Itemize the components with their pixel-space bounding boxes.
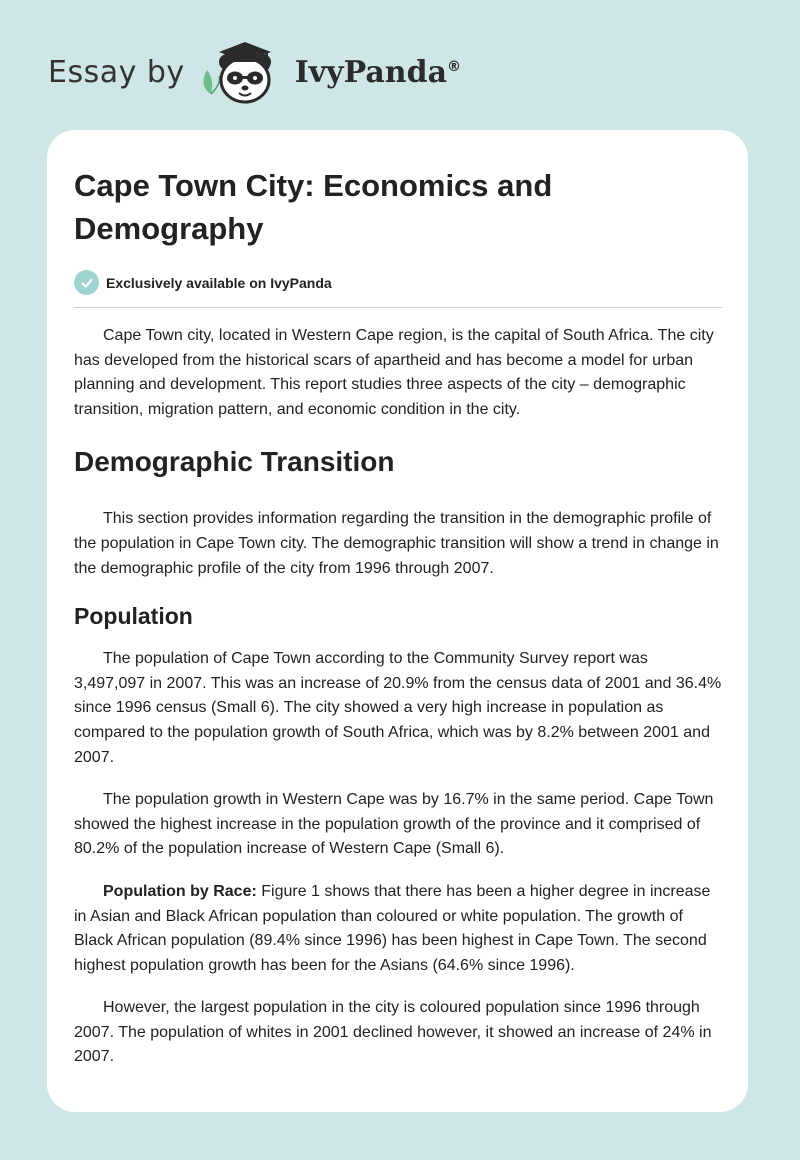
population-by-race-paragraph	[74, 880, 722, 978]
population-by-race-label: Population by Race:	[103, 882, 257, 900]
population-paragraph-1: The population of Cape Town according to the Community Survey report was 3,497,097 in 2007. This was an increase of 20.9% from the census data of 2001 and 36.4% since 1996 census (Small 6). The city showed a very high increase in population as compared to the population growth of South Africa, which was by 8.2% between 2001 and 2007.	[74, 650, 722, 766]
article-card	[47, 130, 748, 1112]
article-title: Cape Town City: Economics and Demography	[74, 168, 553, 246]
article-body	[74, 130, 722, 1070]
subsection-heading-population: Population	[74, 603, 193, 630]
population-paragraph-2: The population growth in Western Cape was by 16.7% in the same period. Cape Town showed the highest increase in the population growth of the province and it comprised of 80.2% of the population increase of Western Cape (Small 6).	[74, 791, 714, 858]
exclusive-badge	[74, 270, 722, 295]
population-paragraph-4: However, the largest population in the city is coloured population since 1996 through 2007. The population of whites in 2001 declined however, it showed an increase of 24% in 2007.	[74, 999, 712, 1066]
panda-graduate-icon	[199, 36, 291, 108]
brand-name	[295, 55, 461, 90]
title-divider	[74, 307, 722, 308]
section-heading-demographic-transition: Demographic Transition	[74, 446, 395, 478]
registered-mark: ®	[447, 58, 462, 75]
section-paragraph: This section provides information regarding the transition in the demographic profile of the population in Cape Town city. The demographic transition will show a trend in change in the demographic profile of the city from 1996 through 2007.	[74, 510, 719, 577]
intro-paragraph: Cape Town city, located in Western Cape region, is the capital of South Africa. The city has developed from the historical scars of apartheid and has become a model for urban planning and development. This report studies three aspects of the city – demographic transition, migration pattern, and economic condition in the city.	[74, 327, 714, 418]
brand-prefix: Essay by	[48, 54, 185, 90]
brand-name-text: IvyPanda	[294, 54, 448, 90]
brand-header	[48, 36, 461, 108]
exclusive-label: Exclusively available on IvyPanda	[106, 274, 332, 291]
check-icon	[74, 270, 99, 295]
population-by-race-text: Figure 1 shows that there has been a higher degree in increase in Asian and Black African population than coloured or white population. The growth of Black African population (89.4% since 1996) has been highest in Cape Town. The second highest population growth has been for the Asians (64.6% since 1996).	[74, 882, 711, 974]
